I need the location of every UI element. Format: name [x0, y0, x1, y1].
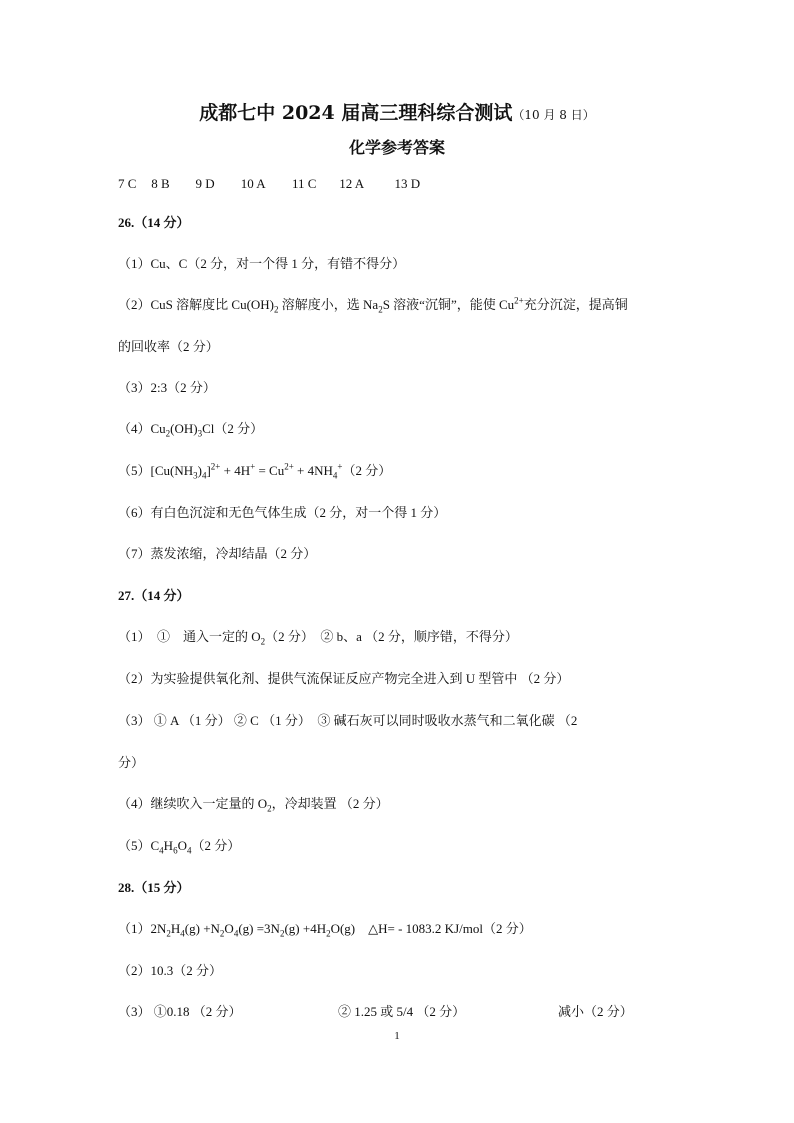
q27-heading: 27.（14 分）	[118, 588, 190, 603]
choice-answer: 13 D	[394, 176, 421, 191]
text-run: (OH)	[170, 421, 198, 436]
text-run: Cl（2 分）	[202, 421, 264, 436]
subscript: 2	[166, 928, 171, 939]
text-run: H	[163, 838, 174, 853]
choice-answers	[118, 176, 420, 192]
text-run: (g) +4H	[284, 921, 327, 936]
q26-answer-6: （6）有白色沉淀和无色气体生成（2 分，对一个得 1 分）	[118, 505, 447, 520]
text-run: （2）CuS 溶解度比 Cu(OH)	[118, 297, 275, 312]
superscript: 2+	[284, 461, 294, 472]
superscript: +	[250, 461, 256, 472]
document-title	[0, 100, 794, 128]
text-run: （5）C	[118, 838, 160, 853]
q27-answer-2: （2）为实验提供氧化剂、提供气流保证反应产物完全进入到 U 型管中 （2 分）	[118, 671, 570, 686]
q26-answer-5	[118, 463, 391, 479]
q26-answer-2	[118, 297, 628, 313]
title-date: （10 月 8 日）	[512, 108, 595, 122]
text-run: O	[224, 921, 234, 936]
choice-answer: 11 C	[292, 176, 317, 191]
text-run: （1）2N	[118, 921, 167, 936]
subscript: 3	[193, 470, 198, 481]
choice-answer: 12 A	[339, 176, 365, 191]
text-run: ，冷却装置 （2 分）	[271, 796, 389, 811]
subscript: 2	[378, 304, 383, 315]
q26-answer-3: （3）2:3（2 分）	[118, 380, 216, 395]
choice-answer: 10 A	[240, 176, 266, 191]
q26-answer-2-continued: 的回收率（2 分）	[118, 339, 219, 354]
q26-heading: 26.（14 分）	[118, 215, 190, 230]
subscript: 2	[279, 928, 285, 939]
subscript: 2	[274, 304, 279, 315]
subscript: 6	[173, 845, 178, 856]
choice-answer: 8 B	[151, 176, 170, 191]
text-run: H	[170, 921, 181, 936]
text-run: + 4NH	[293, 463, 333, 478]
superscript: +	[337, 461, 343, 472]
title-text: 成都七中 2024 届高三理科综合测试	[199, 102, 513, 124]
document-subtitle: 化学参考答案	[348, 138, 445, 157]
text-run: 充分沉淀，提高铜	[523, 297, 628, 312]
text-run: O(g) △H= - 1083.2 KJ/mol（2 分）	[330, 921, 532, 936]
subscript: 2	[267, 803, 272, 814]
text-run: （4）Cu	[118, 421, 166, 436]
text-run: + 4H	[220, 463, 251, 478]
subscript: 2	[165, 428, 171, 439]
text-run: （2 分）	[342, 463, 392, 478]
q27-answer-1	[118, 629, 518, 645]
text-run: (g) +N	[184, 921, 220, 936]
text-run: （5）[Cu(NH	[118, 463, 194, 478]
subscript: 2	[326, 928, 331, 939]
subscript: 2	[260, 636, 266, 647]
text-run: O	[177, 838, 187, 853]
q28-answer-2: （2）10.3（2 分）	[118, 963, 223, 978]
q27-answer-5	[118, 838, 240, 854]
text-run: （1） ① 通入一定的 O	[118, 629, 261, 644]
subscript: 3	[197, 428, 203, 439]
subscript: 4	[159, 845, 164, 856]
q27-answer-3-continued: 分）	[118, 755, 145, 770]
q28-heading: 28.（15 分）	[118, 880, 190, 895]
text-run: (g) =3N	[238, 921, 280, 936]
subscript: 4	[186, 845, 192, 856]
subscript: 4	[233, 928, 239, 939]
subscript: 2	[219, 928, 225, 939]
q26-answer-7: （7）蒸发浓缩，冷却结晶（2 分）	[118, 546, 317, 561]
text-run: S 溶液“沉铜”，能使 Cu	[382, 297, 515, 312]
text-run: 溶解度小，选 Na	[278, 297, 379, 312]
text-run: )	[197, 463, 202, 478]
q28-answer-1	[118, 921, 532, 937]
q27-answer-3: （3） ① A （1 分） ② C （1 分） ③ 碱石灰可以同时吸收水蒸气和二氧化碳 （2	[118, 713, 578, 728]
text-run: = Cu	[255, 463, 285, 478]
q26-answer-1: （1）Cu、C（2 分，对一个得 1 分，有错不得分）	[118, 256, 406, 271]
text-run: （4）继续吹入一定量的 O	[118, 796, 268, 811]
text-run: ]	[206, 463, 211, 478]
superscript: 2+	[210, 461, 221, 472]
q26-answer-4	[118, 421, 263, 437]
answer-3-part-2: ② 1.25 或 5/4 （2 分）	[338, 1004, 466, 1019]
subscript: 4	[180, 928, 185, 939]
subscript: 4	[201, 470, 207, 481]
choice-answer: 9 D	[195, 176, 215, 191]
text-run: （2 分） ② b、a （2 分，顺序错，不得分）	[265, 629, 518, 644]
subscript: 4	[332, 470, 338, 481]
answer-3-part-3: 减小（2 分）	[558, 1004, 633, 1019]
answer-3-part-1: （3） ①0.18 （2 分）	[118, 1004, 242, 1019]
page-number: 1	[394, 1030, 400, 1042]
q27-answer-4	[118, 796, 389, 812]
choice-answer: 7 C	[118, 176, 137, 191]
text-run: （2 分）	[191, 838, 241, 853]
superscript: 2+	[514, 295, 524, 306]
